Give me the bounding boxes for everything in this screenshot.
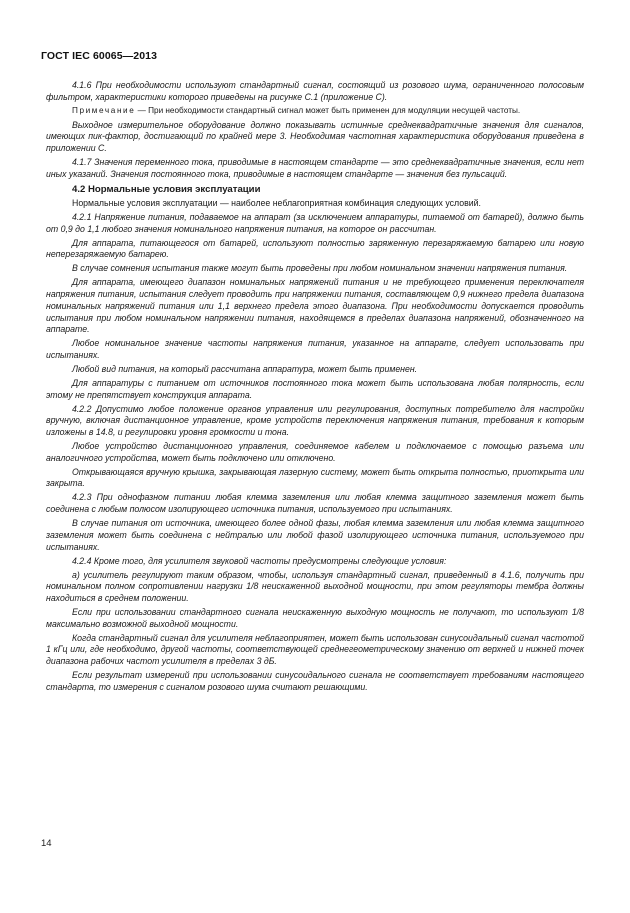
- paragraph-power-type: Любой вид питания, на который рассчитана аппаратура, может быть применен.: [72, 363, 418, 374]
- paragraph-4-1-7: 4.1.7 Значения переменного тока, приводимые в настоящем стандарте — это среднеквадратичные значения, если нет иных указаний. Значения постоянного тока, приводимые в настоящем стандарте — значения без пульсаций.: [46, 156, 584, 179]
- paragraph-4-2-4: 4.2.4 Кроме того, для усилителя звуковой частоты предусмотрены следующие условия:: [72, 555, 447, 566]
- paragraph-frequency: Любое номинальное значение частоты напряжения питания, указанное на аппарате, следует использовать при испытаниях.: [46, 338, 584, 360]
- document-body: [46, 80, 584, 696]
- page-number: 14: [41, 838, 52, 849]
- paragraph-laser-cover: Открывающаяся вручную крышка, закрывающая лазерную систему, может быть открыта полностью, приоткрыта или закрыта.: [46, 466, 584, 489]
- note-paragraph: [46, 106, 584, 117]
- paragraph-4-2-2: 4.2.2 Допустимо любое положение органов управления или регулирования, доступных потребителю для настройки вручную, включая дистанционное управление, кроме устройств переключения напряжения питания, требования к которым изложены в 14.8, и регулировки уровня громкости и тона.: [46, 403, 584, 438]
- paragraph-normal-conditions: Нормальные условия эксплуатации — наиболее неблагоприятная комбинация следующих условий.: [72, 198, 481, 209]
- paragraph-4-2-3: 4.2.3 При однофазном питании любая клемма заземления или любая клемма защитного заземления может быть соединена с любым полюсом изолирующего источника питания, используемого при испытаниях.: [46, 492, 584, 515]
- note-label: Примечание: [72, 105, 136, 115]
- document-code-header: ГОСТ IEC 60065—2013: [41, 50, 158, 62]
- paragraph-4-2-1: 4.2.1 Напряжение питания, подаваемое на аппарат (за исключением аппаратуры, питаемой от батарей), должно быть от 0,9 до 1,1 любого значения номинального напряжения питания, на которое он рассчитан.: [46, 212, 584, 234]
- paragraph-voltage-range: Для аппарата, имеющего диапазон номинальных напряжений питания и не требующего применения переключателя напряжения питания, испытания следует проводить при напряжении питания, составляющем 0,9 нижнего предела диапазона номинальных напряжений питания или 1,1 верхнего предела этого диапазона. При необходимости допускается проводить испытания при любом номинальном напряжении питания, находящемся в пределах диапазона напряжений, обозначенного на аппарате.: [46, 277, 584, 335]
- paragraph-dc-polarity: Для аппаратуры с питанием от источников постоянного тока может быть использована любая полярность, если этому не препятствует конструкция аппарата.: [46, 377, 584, 400]
- paragraph-output-equipment: Выходное измерительное оборудование должно показывать истинные среднеквадратичные значения для сигналов, имеющих пик-фактор, достигающий по крайней мере 3. Необходимая частотная характеристика оборудования приведена в приложении С.: [46, 119, 584, 153]
- paragraph-remote-control: Любое устройство дистанционного управления, соединяемое кабелем и подключаемое с помощью разъема или аналогичного устройства, может быть подключено или отключено.: [46, 441, 584, 463]
- section-heading-4-2: 4.2 Нормальные условия эксплуатации: [72, 184, 261, 196]
- paragraph-multiphase: В случае питания от источника, имеющего более одной фазы, любая клемма заземления или любая клемма защитного заземления может быть соединена с нейтралью или любой фазой изолирующего источника питания, используемого при испытаниях.: [46, 518, 584, 552]
- paragraph-doubt-testing: В случае сомнения испытания также могут быть проведены при любом номинальном значении напряжения питания.: [72, 263, 568, 274]
- paragraph-4-1-6: 4.1.6 При необходимости используют стандартный сигнал, состоящий из розового шума, ограниченного полосовым фильтром, характеристики которого приведены на рисунке С.1 (приложение С).: [46, 80, 584, 102]
- note-text: — При необходимости стандартный сигнал может быть применен для модуляции несущей частоты.: [135, 105, 521, 115]
- paragraph-undistorted-power: Если при использовании стандартного сигнала неискаженную выходную мощность не получают, то используют 1/8 максимально возможной выходной мощности.: [46, 606, 584, 629]
- paragraph-item-a: а) усилитель регулируют таким образом, чтобы, используя стандартный сигнал, приведенный в 4.1.6, получить при номинальном полном сопротивлении нагрузки 1/8 неискаженной выходной мощности, при этом регуляторы тембра должны находиться в среднем положении.: [46, 569, 584, 603]
- paragraph-battery: Для аппарата, питающегося от батарей, используют полностью заряженную перезаряжаемую батарею или новую неперезаряжаемую батарею.: [46, 237, 584, 260]
- paragraph-pink-noise-decisive: Если результат измерений при использовании синусоидального сигнала не соответствует требованиям настоящего стандарта, то измерения с сигналом розового шума считают решающими.: [46, 670, 584, 692]
- paragraph-sine-signal: Когда стандартный сигнал для усилителя неблагоприятен, может быть использован синусоидальный сигнал частотой 1 кГц или, где необходимо, другой частоты, соответствующей среднегеометрическому значению от верхней и нижней точек диапазона рабочих частот усилителя в пределах 3 дБ.: [46, 632, 584, 667]
